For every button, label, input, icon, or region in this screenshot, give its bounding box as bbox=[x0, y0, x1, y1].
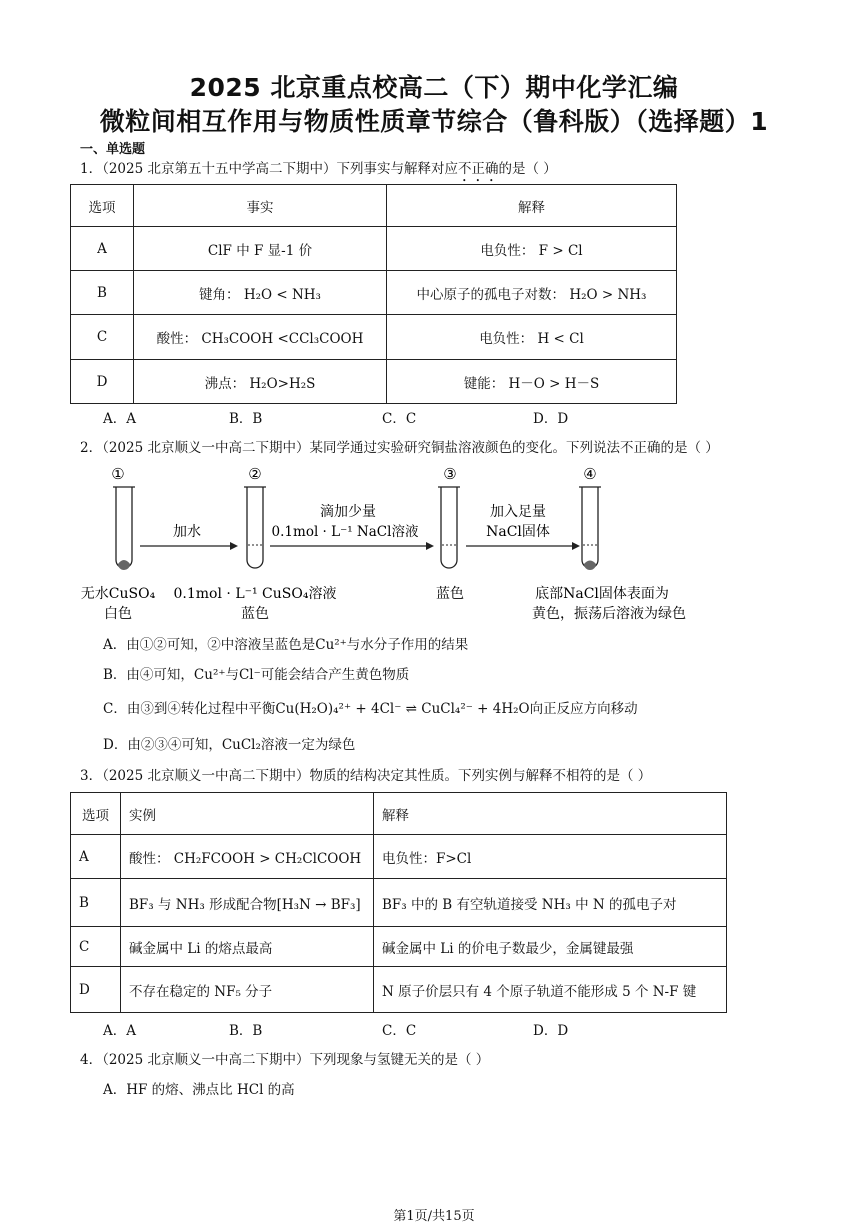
arrow-1-label: 加水 bbox=[173, 524, 201, 540]
arrow-2-label-line1: 滴加少量 bbox=[320, 504, 376, 520]
question-2-option-d[interactable]: D．由②③④可知，CuCl₂溶液一定为绿色 bbox=[103, 737, 356, 753]
question-2-option-c[interactable]: C．由③到④转化过程中平衡Cu(H₂O)₄²⁺ + 4Cl⁻ ⇌ CuCl₄²⁻ + 4H₂O向正反应方向移动 bbox=[103, 701, 638, 717]
question-1-stem bbox=[80, 157, 557, 185]
test-tube-4 bbox=[582, 487, 598, 568]
choice-a[interactable]: A．A bbox=[103, 1023, 136, 1039]
table-cell-option: C bbox=[71, 927, 121, 967]
arrow-3 bbox=[572, 542, 580, 550]
table-cell-explanation: BF₃ 中的 B 有空轨道接受 NH₃ 中 N 的孤电子对 bbox=[374, 879, 727, 927]
table-cell-option: D bbox=[71, 360, 134, 404]
page-title-line1: 2025 北京重点校高二（下）期中化学汇编 bbox=[189, 73, 679, 102]
arrow-1 bbox=[230, 542, 238, 550]
table-cell-option: B bbox=[71, 271, 134, 315]
table-row bbox=[71, 879, 727, 927]
arrow-2-label-line2: 0.1mol · L⁻¹ NaCl溶液 bbox=[271, 524, 419, 540]
table-row bbox=[71, 360, 677, 404]
solid-powder-1 bbox=[118, 560, 130, 570]
table-row bbox=[71, 927, 727, 967]
table-cell-fact: 碱金属中 Li 的熔点最高 bbox=[121, 927, 374, 967]
table-row bbox=[71, 315, 677, 360]
table-header-cell: 选项 bbox=[71, 185, 134, 227]
arrow-3-label-line2: NaCl固体 bbox=[486, 524, 550, 540]
question-2-option-a[interactable]: A．由①②可知，②中溶液呈蓝色是Cu²⁺与水分子作用的结果 bbox=[103, 637, 469, 653]
caption-2-line2: 蓝色 bbox=[241, 606, 269, 622]
question-3-table bbox=[70, 792, 727, 1013]
table-header-row bbox=[71, 185, 677, 227]
table-cell-fact: 酸性： CH₂FCOOH > CH₂ClCOOH bbox=[121, 835, 374, 879]
tube-label-1: ① bbox=[111, 465, 125, 483]
table-header-cell: 事实 bbox=[134, 185, 387, 227]
table-cell-fact: 不存在稳定的 NF₅ 分子 bbox=[121, 967, 374, 1013]
question-1-table bbox=[70, 184, 677, 404]
table-row bbox=[71, 227, 677, 271]
table-header-cell: 解释 bbox=[374, 793, 727, 835]
question-3-stem: 3．（2025 北京顺义一中高二下期中）物质的结构决定其性质。下列实例与解释不相符的是（ ） bbox=[80, 768, 652, 784]
caption-4-line2: 黄色，振荡后溶液为绿色 bbox=[532, 606, 686, 622]
test-tube-diagram bbox=[70, 460, 710, 625]
table-cell-explanation: N 原子价层只有 4 个原子轨道不能形成 5 个 N-F 键 bbox=[374, 967, 727, 1013]
table-cell-option: C bbox=[71, 315, 134, 360]
table-cell-explanation: 中心原子的孤电子对数： H₂O > NH₃ bbox=[387, 271, 677, 315]
caption-1-line2: 白色 bbox=[104, 606, 132, 622]
caption-2-line1: 0.1mol · L⁻¹ CuSO₄溶液 bbox=[173, 586, 337, 602]
choice-a[interactable]: A．A bbox=[103, 411, 136, 427]
page-footer: 第1页/共15页 bbox=[393, 1209, 475, 1224]
table-cell-fact: 沸点： H₂O>H₂S bbox=[134, 360, 387, 404]
arrow-2 bbox=[426, 542, 434, 550]
choice-c[interactable]: C．C bbox=[382, 1023, 417, 1039]
choice-c[interactable]: C．C bbox=[382, 411, 417, 427]
table-cell-explanation: 碱金属中 Li 的价电子数最少，金属键最强 bbox=[374, 927, 727, 967]
table-cell-fact: 酸性： CH₃COOH <CCl₃COOH bbox=[134, 315, 387, 360]
question-4-option-a[interactable]: A．HF 的熔、沸点比 HCl 的高 bbox=[103, 1082, 295, 1098]
table-header-row bbox=[71, 793, 727, 835]
arrow-3-label-line1: 加入足量 bbox=[490, 504, 546, 520]
table-cell-option: B bbox=[71, 879, 121, 927]
question-4-stem: 4．（2025 北京顺义一中高二下期中）下列现象与氢键无关的是（ ） bbox=[80, 1052, 490, 1068]
table-header-cell: 实例 bbox=[121, 793, 374, 835]
question-2-option-b[interactable]: B．由④可知，Cu²⁺与Cl⁻可能会结合产生黄色物质 bbox=[103, 667, 410, 683]
table-cell-explanation: 电负性：F>Cl bbox=[374, 835, 727, 879]
table-cell-fact: BF₃ 与 NH₃ 形成配合物[H₃N → BF₃] bbox=[121, 879, 374, 927]
question-1-stem-emphasis: 不正确 bbox=[458, 161, 499, 177]
section-title: 一、单选题 bbox=[80, 142, 146, 157]
tube-label-2: ② bbox=[248, 465, 262, 483]
table-row bbox=[71, 271, 677, 315]
question-2-stem: 2．（2025 北京顺义一中高二下期中）某同学通过实验研究铜盐溶液颜色的变化。下列说法不正确的是（ ） bbox=[80, 440, 719, 456]
table-header-cell: 选项 bbox=[71, 793, 121, 835]
table-cell-fact: 键角： H₂O < NH₃ bbox=[134, 271, 387, 315]
table-cell-explanation: 键能： H－O > H－S bbox=[387, 360, 677, 404]
tube-label-4: ④ bbox=[583, 465, 597, 483]
table-header-cell: 解释 bbox=[387, 185, 677, 227]
caption-3-line1: 蓝色 bbox=[436, 586, 464, 602]
choice-d[interactable]: D．D bbox=[533, 411, 569, 427]
tube-label-3: ③ bbox=[443, 465, 457, 483]
choice-b[interactable]: B．B bbox=[229, 1023, 263, 1039]
test-tube-1 bbox=[116, 487, 132, 568]
test-tube-3 bbox=[441, 487, 457, 568]
choice-b[interactable]: B．B bbox=[229, 411, 263, 427]
table-cell-fact: ClF 中 F 显-1 价 bbox=[134, 227, 387, 271]
table-cell-option: D bbox=[71, 967, 121, 1013]
test-tube-2 bbox=[247, 487, 263, 568]
table-cell-option: A bbox=[71, 227, 134, 271]
page-title-line2: 微粒间相互作用与物质性质章节综合（鲁科版）（选择题）1 bbox=[99, 107, 769, 136]
caption-1-line1: 无水CuSO₄ bbox=[80, 586, 156, 602]
question-1-stem-suffix: 的是（ ） bbox=[498, 161, 557, 177]
table-row bbox=[71, 835, 727, 879]
choice-d[interactable]: D．D bbox=[533, 1023, 569, 1039]
table-row bbox=[71, 967, 727, 1013]
table-cell-option: A bbox=[71, 835, 121, 879]
table-cell-explanation: 电负性： F > Cl bbox=[387, 227, 677, 271]
solid-powder-4 bbox=[584, 561, 596, 571]
question-1-stem-prefix: 1．（2025 北京第五十五中学高二下期中）下列事实与解释对应 bbox=[80, 161, 458, 177]
caption-4-line1: 底部NaCl固体表面为 bbox=[535, 586, 669, 602]
table-cell-explanation: 电负性： H < Cl bbox=[387, 315, 677, 360]
